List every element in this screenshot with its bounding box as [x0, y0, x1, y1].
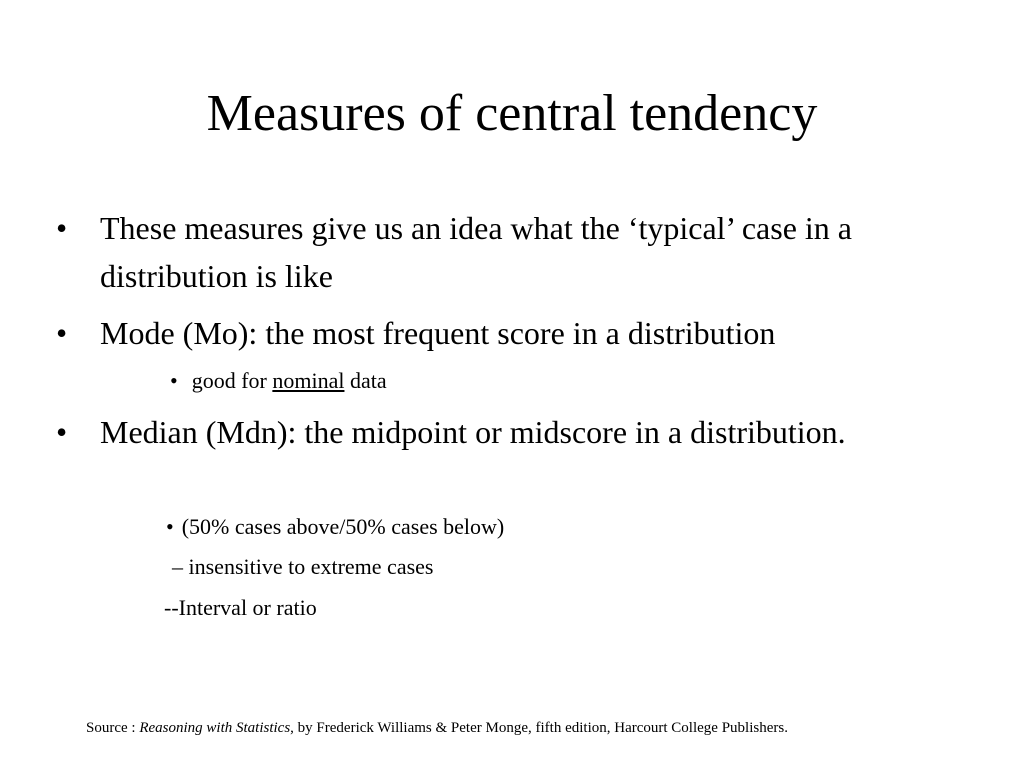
bullet-marker: • — [56, 315, 68, 351]
source-citation — [86, 718, 788, 738]
sub-bullet-item — [170, 366, 387, 396]
bullet-marker: • — [56, 414, 68, 450]
bullet-text: These measures give us an idea what the ‘typical’ case in a distribution is like — [100, 210, 852, 294]
source-prefix: Source : — [86, 720, 140, 736]
sub-bullet-text: --Interval or ratio — [164, 595, 317, 620]
sub-bullet-text: (50% cases above/50% cases below) — [181, 514, 505, 539]
sub-bullet-item — [172, 552, 433, 582]
bullet-text: Median (Mdn): the midpoint or midscore in a distribution. — [100, 414, 846, 450]
bullet-item — [56, 204, 956, 300]
sub-bullet-item — [164, 593, 317, 623]
source-book-title: Reasoning with Statistics — [139, 720, 291, 736]
bullet-text: Mode (Mo): the most frequent score in a distribution — [100, 315, 776, 351]
source-rest: , by Frederick Williams & Peter Monge, fifth edition, Harcourt College Publishers. — [290, 720, 788, 736]
slide-title: Measures of central tendency — [206, 85, 818, 142]
bullet-marker: • — [170, 368, 178, 393]
sub-bullet-text: – insensitive to extreme cases — [172, 554, 434, 579]
sub-bullet-item — [166, 512, 504, 542]
underlined-term: nominal — [272, 368, 345, 393]
bullet-marker: • — [56, 210, 68, 246]
bullet-item — [56, 309, 956, 357]
bullet-item — [56, 408, 956, 456]
bullet-marker: • — [166, 514, 174, 539]
sub-bullet-text-before: good for — [191, 368, 273, 393]
sub-bullet-text-after: data — [344, 368, 387, 393]
